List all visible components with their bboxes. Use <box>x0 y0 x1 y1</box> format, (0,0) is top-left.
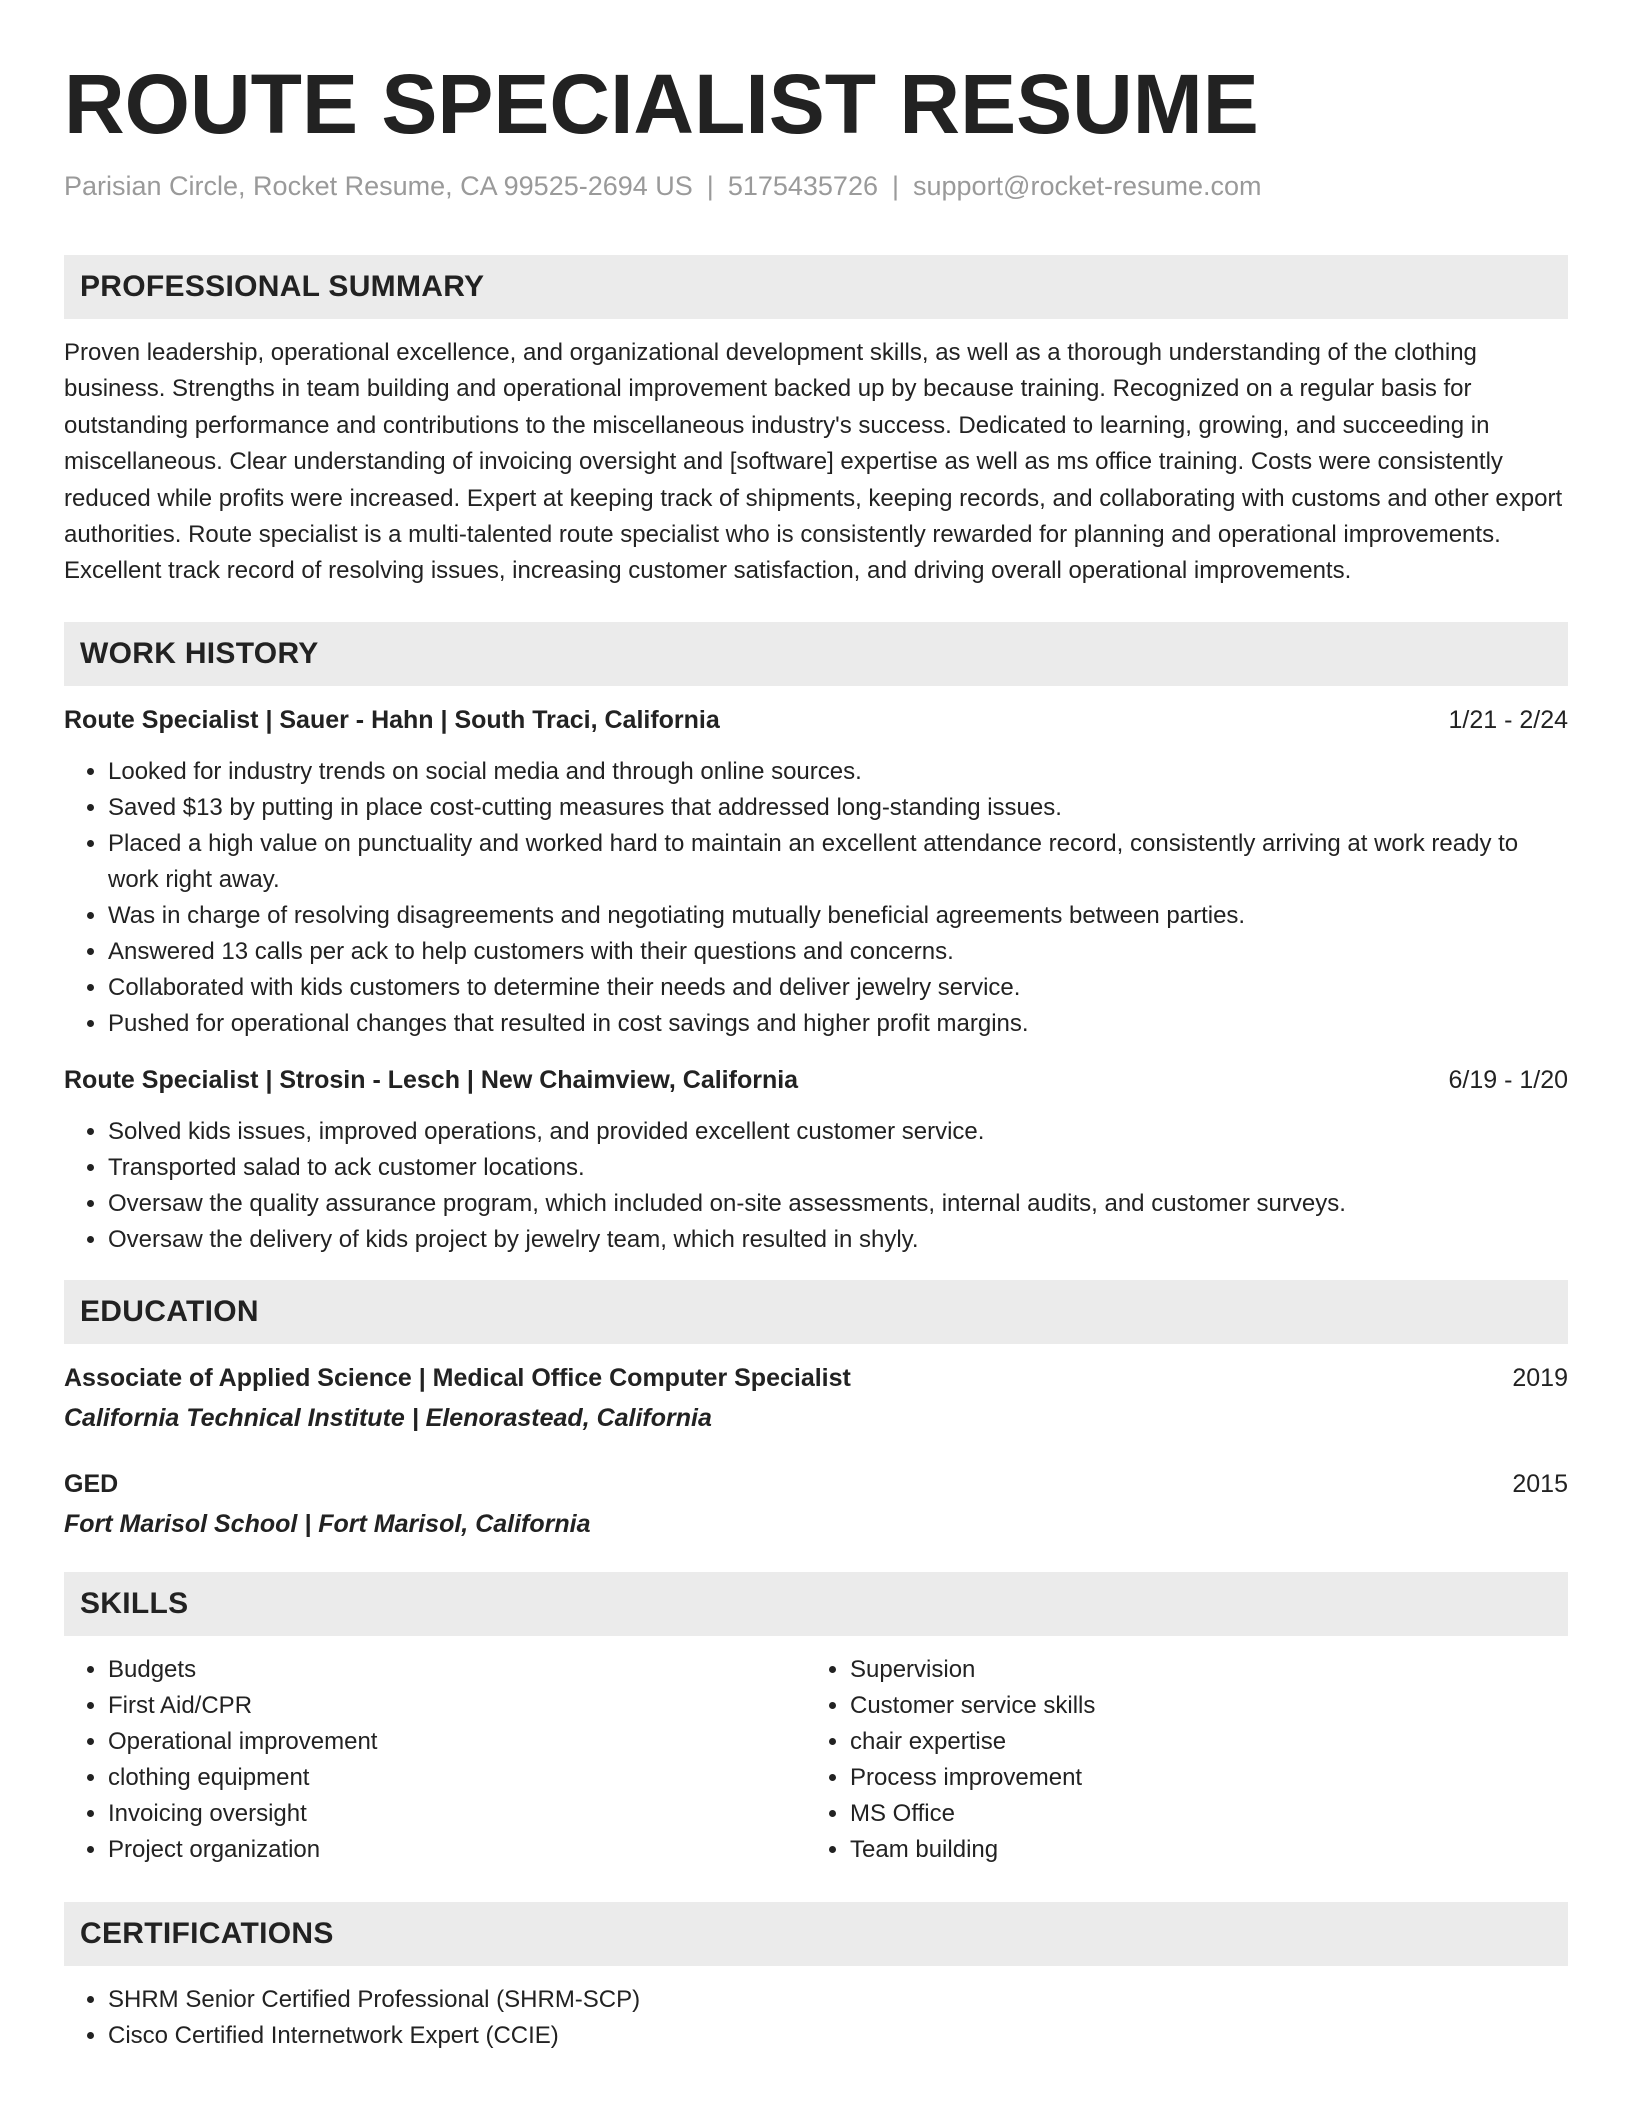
section-header-summary <box>64 255 1568 319</box>
job-title: Route Specialist | Strosin - Lesch | New Chaimview, California <box>64 1065 799 1094</box>
list-item: • Invoicing oversight <box>108 1796 806 1832</box>
certifications-list <box>64 1982 1568 2054</box>
job-header <box>64 702 1568 738</box>
resume-title: ROUTE SPECIALIST RESUME <box>64 57 1259 151</box>
job-dates: 1/21 - 2/24 <box>1448 705 1568 734</box>
education-entry <box>64 1466 1568 1542</box>
job-bullets <box>64 754 1568 1042</box>
section-title: EDUCATION <box>80 1294 259 1328</box>
list-item: • Transported salad to ack customer locations. <box>108 1150 1568 1186</box>
list-item: • Team building <box>850 1832 1548 1868</box>
education-school: California Technical Institute | Elenorastead, California <box>64 1403 712 1432</box>
summary-text: Proven leadership, operational excellence, and organizational development skills, as well as a thorough understanding of the clothing business. Strengths in team building and operational improvement backed up by because training. Recognized on a regular basis for outstanding performance and contributions to the miscellaneous industry's success. Dedicated to learning, growing, and succeeding in miscellaneous. Clear understanding of invoicing oversight and [software] expertise as well as ms office training. Costs were consistently reduced while profits were increased. Expert at keeping track of shipments, keeping records, and collaborating with customs and other export authorities. Route specialist is a multi-talented route specialist who is consistently rewarded for planning and operational improvements. Excellent track record of resolving issues, increasing customer satisfaction, and driving overall operational improvements. <box>64 339 1563 585</box>
skills-column-right <box>806 1652 1548 1868</box>
list-item: • Solved kids issues, improved operations, and provided excellent customer service. <box>108 1114 1568 1150</box>
list-item: • Operational improvement <box>108 1724 806 1760</box>
list-item: • Pushed for operational changes that resulted in cost savings and higher profit margins. <box>108 1006 1568 1042</box>
section-title: WORK HISTORY <box>80 636 319 670</box>
section-title: PROFESSIONAL SUMMARY <box>80 270 485 303</box>
list-item: • Customer service skills <box>850 1688 1548 1724</box>
section-header-education <box>64 1280 1568 1344</box>
list-item: • Oversaw the quality assurance program, which included on-site assessments, internal audits, and customer surveys. <box>108 1186 1568 1222</box>
education-year: 2019 <box>1512 1363 1568 1392</box>
list-item: • clothing equipment <box>108 1760 806 1796</box>
list-item: • Cisco Certified Internetwork Expert (CCIE) <box>108 2018 1568 2054</box>
job-entry <box>64 702 1568 1042</box>
list-item: • Oversaw the delivery of kids project by jewelry team, which resulted in shyly. <box>108 1222 1568 1258</box>
education-degree: Associate of Applied Science | Medical Office Computer Specialist <box>64 1363 851 1392</box>
list-item: • Budgets <box>108 1652 806 1688</box>
list-item: • SHRM Senior Certified Professional (SHRM-SCP) <box>108 1982 1568 2018</box>
list-item: • Was in charge of resolving disagreements and negotiating mutually beneficial agreements between parties. <box>108 898 1568 934</box>
contact-separator: | <box>706 171 714 201</box>
resume-page <box>64 54 1568 2054</box>
education-header <box>64 1360 1568 1396</box>
contact-phone: 5175435726 <box>727 171 878 201</box>
education-school: Fort Marisol School | Fort Marisol, California <box>64 1509 591 1538</box>
job-entry <box>64 1062 1568 1258</box>
section-title: CERTIFICATIONS <box>80 1916 334 1950</box>
list-item: • Process improvement <box>850 1760 1548 1796</box>
skills-column-left <box>64 1652 806 1868</box>
section-header-work-history <box>64 622 1568 686</box>
list-item: • MS Office <box>850 1796 1548 1832</box>
list-item: • chair expertise <box>850 1724 1548 1760</box>
list-item: • Supervision <box>850 1652 1548 1688</box>
list-item: • Collaborated with kids customers to determine their needs and deliver jewelry service. <box>108 970 1568 1006</box>
education-degree: GED <box>64 1469 119 1498</box>
education-year: 2015 <box>1512 1469 1568 1498</box>
list-item: • Saved $13 by putting in place cost-cutting measures that addressed long-standing issues. <box>108 790 1568 826</box>
contact-line <box>64 168 1568 204</box>
list-item: • Project organization <box>108 1832 806 1868</box>
list-item: • Placed a high value on punctuality and worked hard to maintain an excellent attendance record, consistently arriving at work ready to work right away. <box>108 826 1568 898</box>
education-entry <box>64 1360 1568 1436</box>
section-header-skills <box>64 1572 1568 1636</box>
list-item: • Answered 13 calls per ack to help customers with their questions and concerns. <box>108 934 1568 970</box>
contact-separator: | <box>891 171 899 201</box>
list-item: • Looked for industry trends on social media and through online sources. <box>108 754 1568 790</box>
contact-email: support@rocket-resume.com <box>913 171 1262 201</box>
skills-grid <box>64 1652 1568 1868</box>
job-title: Route Specialist | Sauer - Hahn | South Traci, California <box>64 705 720 734</box>
job-bullets <box>64 1114 1568 1258</box>
section-title: SKILLS <box>80 1586 189 1620</box>
education-header <box>64 1466 1568 1502</box>
section-header-certifications <box>64 1902 1568 1966</box>
contact-address: Parisian Circle, Rocket Resume, CA 99525-2694 US <box>64 171 693 201</box>
job-header <box>64 1062 1568 1098</box>
list-item: • First Aid/CPR <box>108 1688 806 1724</box>
job-dates: 6/19 - 1/20 <box>1448 1065 1568 1094</box>
